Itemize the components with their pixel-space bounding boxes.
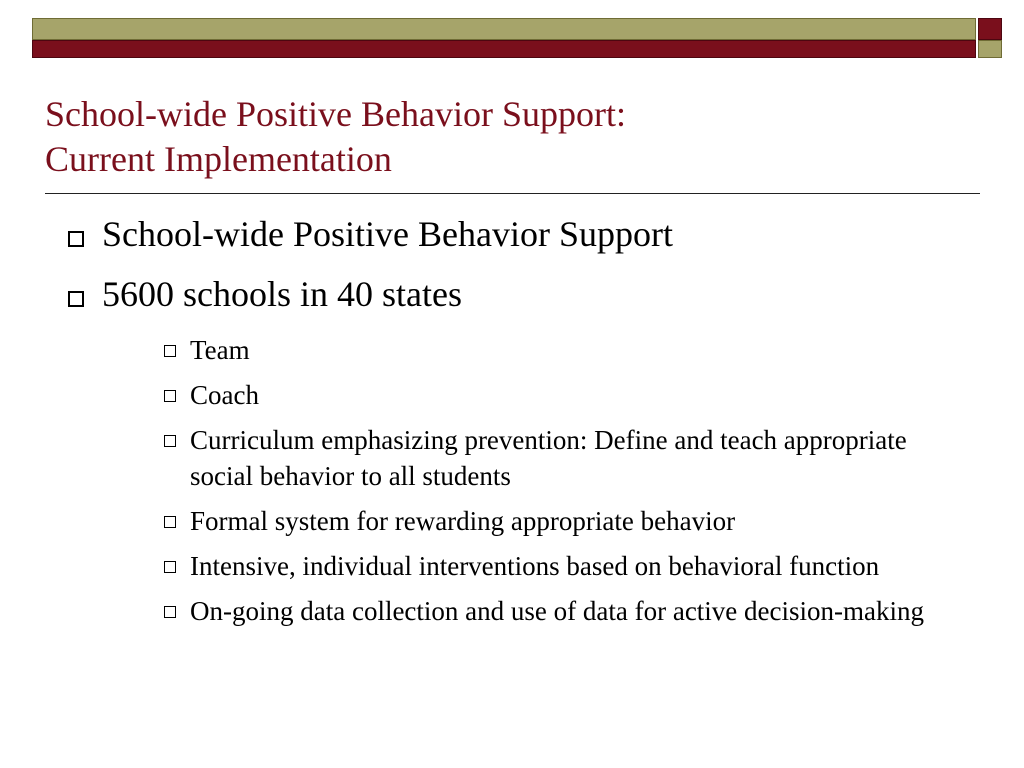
sub-bullet-text: Coach — [190, 380, 259, 410]
square-bullet-icon — [164, 435, 176, 447]
bullet-text: School-wide Positive Behavior Support — [102, 214, 673, 254]
sub-bullet-text: Curriculum emphasizing prevention: Define and teach appropriate social behavior to all students — [190, 425, 907, 491]
slide-body — [0, 210, 1024, 638]
bullet-item — [0, 270, 1024, 318]
sub-bullet-item — [0, 422, 950, 494]
sub-bullet-item — [0, 548, 950, 584]
header-maroon-square — [978, 18, 1002, 40]
sub-bullet-item — [0, 377, 950, 413]
sub-bullet-text: Intensive, individual interventions based on behavioral function — [190, 551, 880, 581]
slide-title-line-2: Current Implementation — [45, 139, 392, 179]
sub-bullet-item — [0, 503, 950, 539]
bullet-item — [0, 210, 1024, 258]
square-bullet-icon — [164, 390, 176, 402]
sub-bullet-item — [0, 593, 950, 629]
sub-bullet-text: Team — [190, 335, 250, 365]
square-bullet-icon — [164, 606, 176, 618]
square-bullet-icon — [164, 516, 176, 528]
square-bullet-icon — [68, 231, 84, 247]
sub-bullet-list — [0, 332, 1024, 629]
title-divider — [45, 193, 980, 194]
sub-bullet-item — [0, 332, 950, 368]
header-olive-square — [978, 40, 1002, 58]
header-olive-bar — [32, 18, 976, 40]
slide-title-line-1: School-wide Positive Behavior Support: — [45, 94, 626, 134]
sub-bullet-text: On-going data collection and use of data for active decision-making — [190, 596, 924, 626]
header-maroon-bar — [32, 40, 976, 58]
bullet-text: 5600 schools in 40 states — [102, 274, 462, 314]
square-bullet-icon — [164, 345, 176, 357]
square-bullet-icon — [68, 291, 84, 307]
sub-bullet-text: Formal system for rewarding appropriate behavior — [190, 506, 736, 536]
square-bullet-icon — [164, 561, 176, 573]
slide-title — [45, 92, 975, 182]
